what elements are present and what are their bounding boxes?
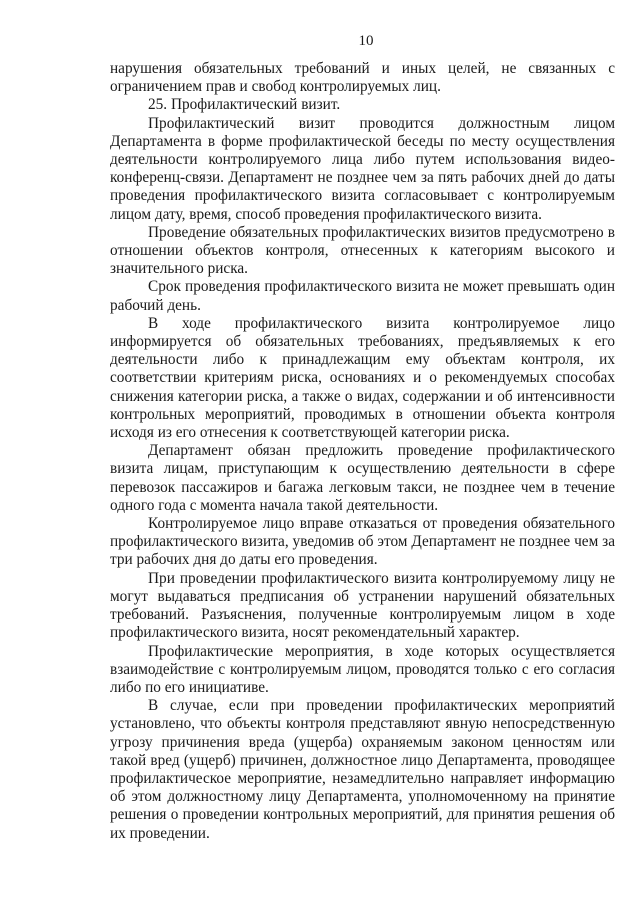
paragraph: При проведении профилактического визита контролируемому лицу не могут выдаваться предписания об устранении нарушений обязательных требований. Разъяснения, полученные контролируемым лицом в ходе профилактического визита, носят рекомендательный характер. — [110, 569, 615, 642]
paragraph: Контролируемое лицо вправе отказаться от проведения обязательного профилактического визита, уведомив об этом Департамент не позднее чем за три рабочих дня до даты его проведения. — [110, 515, 615, 569]
paragraph: Профилактический визит проводится должностным лицом Департамента в форме профилактической беседы по месту осуществления деятельности контролируемого лица либо путем использования видео-конференц-связи. Департамент не позднее чем за пять рабочих дней до даты проведения профилактического визита согласовывает с контролируемым лицом дату, время, способ проведения профилактического визита. — [110, 114, 615, 223]
paragraph: Срок проведения профилактического визита не может превышать один рабочий день. — [110, 278, 615, 314]
paragraph: В ходе профилактического визита контролируемое лицо информируется об обязательных требованиях, предъявляемых к его деятельности либо к принадлежащим ему объектам контроля, их соответствии критериям риска, основаниях и о рекомендуемых способах снижения категории риска, а также о видах, содержании и об интенсивности контрольных мероприятий, проводимых в отношении объекта контроля исходя из его отнесения к соответствующей категории риска. — [110, 314, 615, 442]
paragraph: Департамент обязан предложить проведение профилактического визита лицам, приступающим к осуществлению деятельности в сфере перевозок пассажиров и багажа легковым такси, не позднее чем в течение одного года с момента начала такой деятельности. — [110, 442, 615, 514]
document-body — [110, 60, 615, 843]
paragraph: Профилактические мероприятия, в ходе которых осуществляется взаимодействие с контролируемым лицом, проводятся только с его согласия либо по его инициативе. — [110, 642, 615, 696]
section-heading: 25. Профилактический визит. — [148, 96, 341, 114]
paragraph-continuation: нарушения обязательных требований и иных целей, не связанных с ограничением прав и свобод контролируемых лиц. — [110, 60, 615, 96]
paragraph: В случае, если при проведении профилактических мероприятий установлено, что объекты контроля представляют явную непосредственную угрозу причинения вреда (ущерба) охраняемым законом ценностям или такой вред (ущерб) причинен, должностное лицо Департамента, проводящее профилактическое мероприятие, незамедлительно направляет информацию об этом должностному лицу Департамента, уполномоченному на принятие решения о проведении контрольных мероприятий, для принятия решения об их проведении. — [110, 697, 615, 842]
page-number: 10 — [358, 33, 374, 49]
paragraph: Проведение обязательных профилактических визитов предусмотрено в отношении объектов контроля, отнесенных к категориям высокого и значительного риска. — [110, 223, 615, 278]
